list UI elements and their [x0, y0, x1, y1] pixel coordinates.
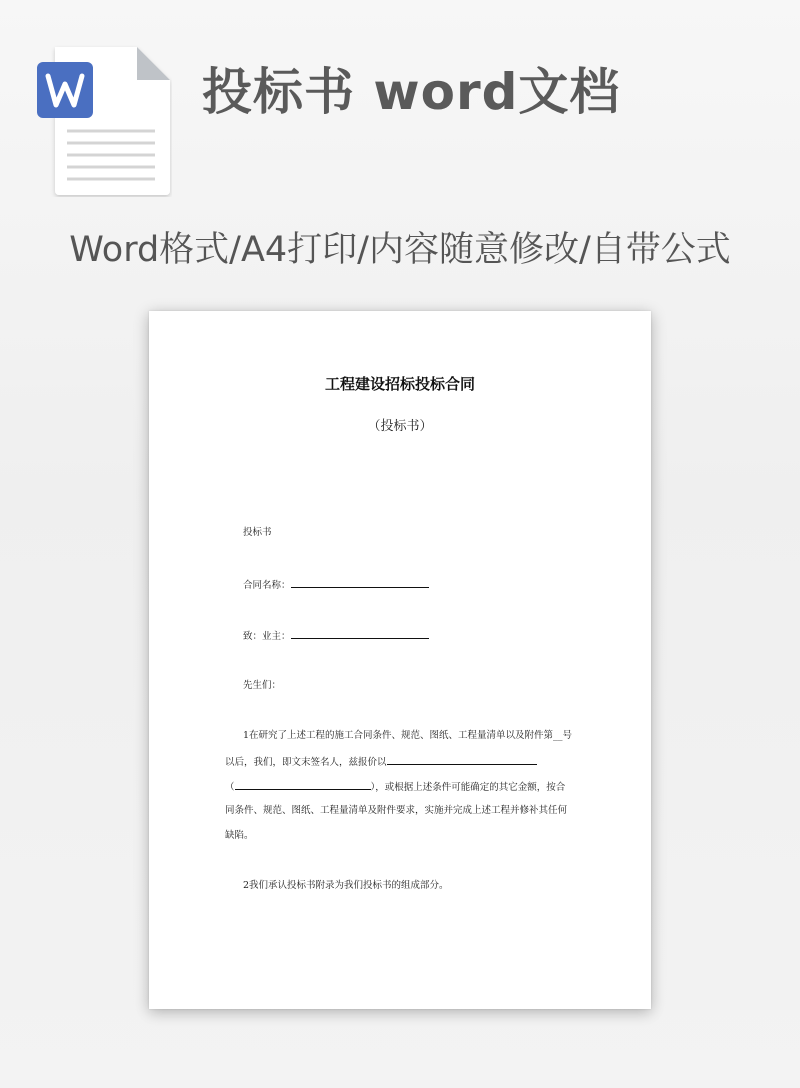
- heading-tender: 投标书: [243, 527, 272, 538]
- salutation: 先生们：: [243, 680, 282, 691]
- to-owner-label: 致：业主：: [243, 631, 291, 642]
- para1-line3-text: ），或根据上述条件可能确定的其它金额，按合: [370, 782, 566, 793]
- word-file-icon: [37, 45, 172, 197]
- para1-line1: 1在研究了上述工程的施工合同条件、规范、图纸、工程量清单以及附件第__号: [243, 730, 573, 741]
- document-title: 工程建设招标投标合同: [324, 375, 475, 393]
- to-owner-blank: [291, 629, 429, 639]
- para1-line3: [225, 780, 565, 794]
- price-blank: [387, 755, 537, 765]
- contract-name-field: [243, 578, 429, 592]
- para1-line2: [225, 755, 537, 769]
- price-words-blank: [235, 780, 371, 790]
- page-subtitle: Word格式/A4打印/内容随意修改/自带公式: [69, 230, 731, 270]
- para1-line2-text: 以后，我们，即文末签名人，兹报价以: [225, 757, 387, 768]
- para1-line4: 同条件、规范、图纸、工程量清单及附件要求，实施并完成上述工程并修补其任何: [225, 805, 568, 816]
- para1-line3-open: （: [225, 782, 235, 793]
- para2: 2我们承认投标书附录为我们投标书的组成部分。: [243, 880, 449, 891]
- document-subtitle: （投标书）: [367, 419, 433, 434]
- contract-name-label: 合同名称：: [243, 580, 291, 591]
- para1-line5: 缺陷。: [225, 830, 254, 841]
- to-owner-field: [243, 629, 429, 643]
- document-page: [149, 311, 651, 1009]
- contract-name-blank: [291, 578, 429, 588]
- page-title: 投标书 word文档: [202, 63, 621, 121]
